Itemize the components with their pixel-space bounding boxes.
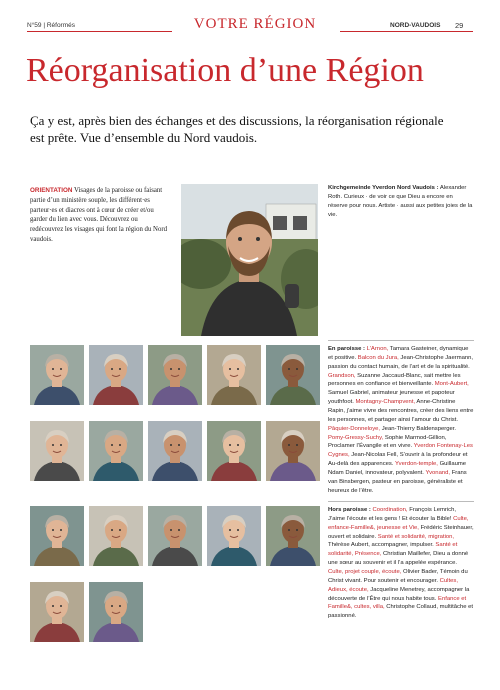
caption-segment: Santé et solidarité, migration, [377,533,455,540]
portrait-14 [207,506,261,566]
portrait-11 [30,506,84,566]
caption-segment: Jean-Thierry Baldensperger. [381,425,457,432]
caption-segment: Balcon du Jura, [357,354,401,361]
portrait-grid-hors [30,506,322,656]
caption-segment: Santé et solidarité, Présence, [328,542,458,558]
portrait-1 [30,345,84,405]
portrait-9 [207,421,261,481]
caption-kirchgemeinde [328,184,474,219]
portrait-6 [30,421,84,481]
portrait-8 [148,421,202,481]
caption-paroisses-body [328,346,473,494]
caption-kirch-label: Kirchgemeinde Yverdon Nord Vaudois : [328,185,439,191]
portrait-2 [89,345,143,405]
caption-segment: Christophe Collaud, multitâche et passionné. [328,604,474,620]
main-portrait-photo [181,184,318,336]
caption-segment: Grandson, [328,372,358,379]
caption-segment: François Lemrich, J’aime l’écoute et les gens ! Et écouter la Bible! [328,507,457,522]
portrait-12 [89,506,143,566]
caption-segment: Coordination, [372,507,410,513]
portrait-16 [30,582,84,642]
caption-paroisses-label: En paroisse : [328,346,365,352]
issue-label: N°59 | Réformés [27,22,75,29]
caption-segment: Jean-Nicolas Fell, S’ouvrir à la profondeur et Au-delà des apparences. [328,452,468,468]
section-title: VOTRE RÉGION [193,16,317,32]
caption-segment: Pâquier-Donneloye, [328,425,382,432]
caption-kirch-text: Alexander Roth. Curieux · de voir ce que Dieu a encore en réserve pour nous. Artiste · aussi aux petites joies de la vie. [328,185,473,218]
caption-segment: Enfance et Famille&, cultes, villa, [328,595,467,611]
region-label: NORD-VAUDOIS [390,22,441,29]
caption-segment: Anne-Christine Rapin, j’aime vivre des rencontres, créer des liens entre les personnes, et partager ainsi l’amour du Christ. [328,399,474,423]
caption-segment: Tamara Gasteiner, dynamique et positive. [328,346,469,361]
caption-segment: Culte, enfance-Famille&, jeunesse et Vie, [328,515,469,531]
caption-segment: Yvonand, [425,470,452,477]
caption-hors-paroisse [328,506,474,621]
caption-segment: Guillaume Ndam Daniel, innovateur, polyvalent. [328,461,467,477]
portrait-15 [266,506,320,566]
caption-divider-1 [328,340,474,341]
caption-segment: Culte, projet couple, écoute, [328,569,403,576]
caption-segment: Suzanne Jaccaud-Blanc, sait mettre les personnes en confiance et bienveillante. [328,372,461,388]
intro-kicker: ORIENTATION [30,187,73,194]
caption-segment: Montagny-Champvent, [355,399,417,406]
caption-segment: Olivier Bader, Témoin du Christ vivant. Pour soutenir et encourager. [328,569,468,584]
page-number: 29 [455,21,464,30]
caption-segment: Cultes, Adieux, écoute, [328,577,458,593]
intro-paragraph [30,186,170,244]
portrait-13 [148,506,202,566]
caption-segment: Frans van Binsbergen, pasteur en paroisse, généraliste et heureux de l’être. [328,470,467,494]
main-portrait-illustration [181,184,318,336]
portrait-17 [89,582,143,642]
header-rule-right [340,31,473,32]
caption-segment: Pomy-Gressy-Suchy, [328,434,385,441]
caption-paroisses [328,345,474,496]
caption-segment: Sophie Marmod-Gillion, Proclamer l’Évangile et en vivre. [328,434,447,450]
portrait-5 [266,345,320,405]
caption-segment: Samuel Gabriel, animateur jeunesse et papoteur youthfoot. [328,390,455,406]
caption-segment: Jacqueline Menetrey, accompagner la découverte de l’Être qui nous habite tous. [328,586,470,602]
portrait-7 [89,421,143,481]
caption-segment: Mont-Aubert, [434,381,469,388]
caption-segment: Yverdon Fontenay-Les Cygnes, [328,443,473,459]
caption-hors-label: Hors paroisse : [328,507,371,513]
caption-segment: Thérèse Aubert, accompagner, impulser. [328,542,436,549]
caption-segment: Yverdon-temple, [395,461,440,468]
caption-hors-body [328,507,474,619]
article-lead: Ça y est, après bien des échanges et des discussions, la réorganisation régionale est prête. Vue d’ensemble du Nord vaudois. [30,113,444,145]
caption-segment: Frédéric Steinhauer, ouvert et solidaire. [328,524,474,540]
caption-segment: Christian Maillefer, Dieu a donné une sœur au souvenir et il l’a appelée espérance. [328,551,469,567]
caption-divider-2 [328,501,474,502]
header-rule-left [27,31,172,32]
article-title: Réorganisation d’une Région [26,52,424,89]
portrait-4 [207,345,261,405]
intro-text: Visages de la paroisse ou faisant partie d’un ministère souple, les différent·es parteur·es et diacres ont à cœur de créer et/ou garder du lien avec vous. Découvrez ou redécouvrez les visages qui font la région du Nord vaudois. [30,187,168,243]
portrait-10 [266,421,320,481]
portrait-grid-paroisses [30,345,322,495]
caption-segment: L’Arnon, [366,346,390,352]
caption-segment: Jean-Christophe Jaermann, passion du contact humain, de l’art et de la spiritualité. [328,354,474,370]
portrait-3 [148,345,202,405]
